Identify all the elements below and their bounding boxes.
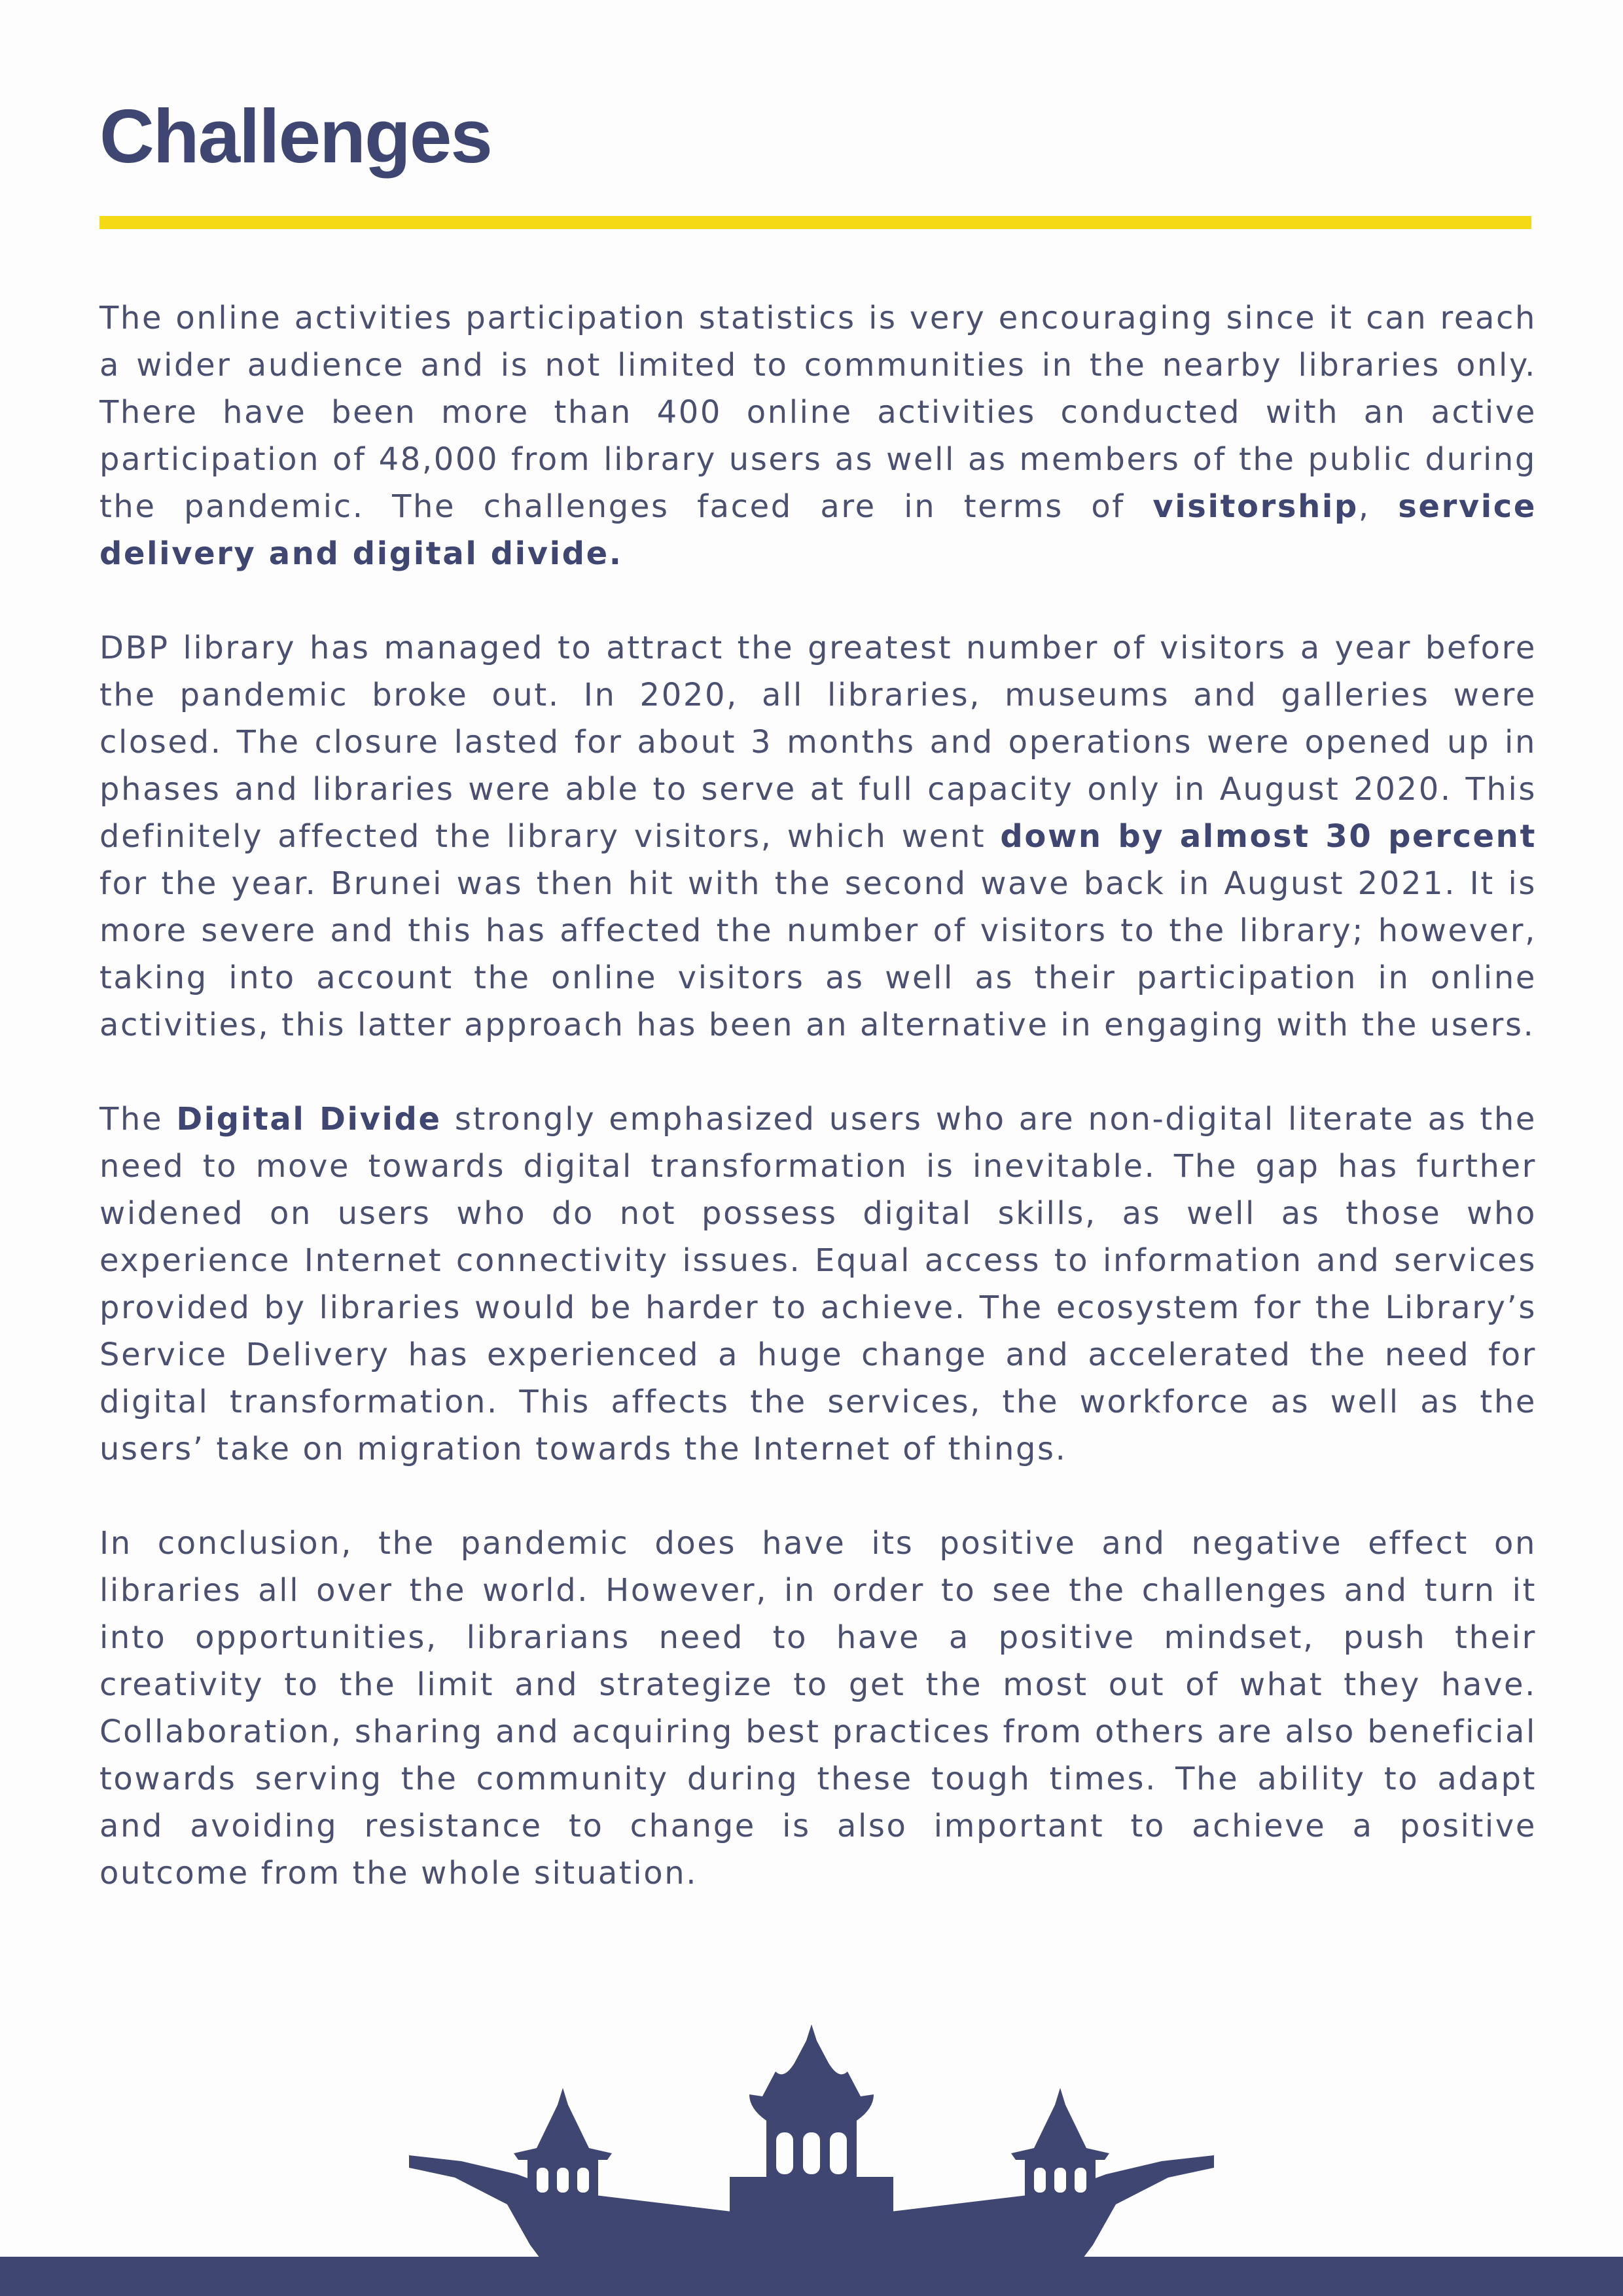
paragraph-text: for the year. Brunei was then hit with the second wave back in August 2021. It is more severe and this has affected the number of visitors to the library; however, taking into account the online visitors as well as their participation in online activities, this latter approach has been an alternative in engaging with the users. xyxy=(99,865,1537,1043)
paragraph-text: DBP library has managed to attract the greatest number of visitors a year before the pandemic broke out. In 2020, all libraries, museums and galleries were closed. The closure lasted for about 3 months and operations were opened up in phases and libraries were able to serve at full capacity only in August 2020. This definitely affected the library visitors, which went xyxy=(99,630,1537,855)
emphasis-digital-divide: Digital Divide xyxy=(176,1101,442,1138)
footer-bar xyxy=(0,2257,1623,2296)
paragraph-text: , xyxy=(1358,488,1399,525)
paragraph-digital-divide xyxy=(99,1096,1537,1473)
paragraph-text: The xyxy=(99,1101,177,1138)
emphasis-visitorship: visitorship xyxy=(1152,488,1359,525)
paragraph-visitors xyxy=(99,624,1537,1049)
article-body xyxy=(99,295,1537,1944)
emphasis-service-delivery: service delivery and digital divide. xyxy=(99,488,1537,572)
title-underline xyxy=(99,216,1531,229)
paragraph-conclusion: In conclusion, the pandemic does have its positive and negative effect on libraries all over the world. However, in order to see the challenges and turn it into opportunities, librarians need to have a positive mindset, push their creativity to the limit and strategize to get the most out of what they have. Collaboration, sharing and acquiring best practices from others are also beneficial towards serving the community during these tough times. The ability to adapt and avoiding resistance to change is also important to achieve a positive outcome from the whole situation. xyxy=(99,1525,1537,1892)
page-title: Challenges xyxy=(99,94,491,179)
royal-barge-icon xyxy=(399,2022,1224,2271)
paragraph-online-activities xyxy=(99,295,1537,577)
paragraph-text: The online activities participation statistics is very encouraging since it can reach a wider audience and is not limited to communities in the nearby libraries only. There have been more than 400 online activities conducted with an active participation of 48,000 from library users as well as members of the public during the pandemic. The challenges faced are in terms of xyxy=(99,300,1537,525)
emphasis-down-30-percent: down by almost 30 percent xyxy=(1000,818,1537,855)
paragraph-text: strongly emphasized users who are non-digital literate as the need to move towards digital transformation is inevitable. The gap has further widened on users who do not possess digital skills, as well as those who experience Internet connectivity issues. Equal access to information and services provided by libraries would be harder to achieve. The ecosystem for the Library’s Service Delivery has experienced a huge change and accelerated the need for digital transformation. This affects the services, the workforce as well as the users’ take on migration towards the Internet of things. xyxy=(99,1101,1537,1467)
